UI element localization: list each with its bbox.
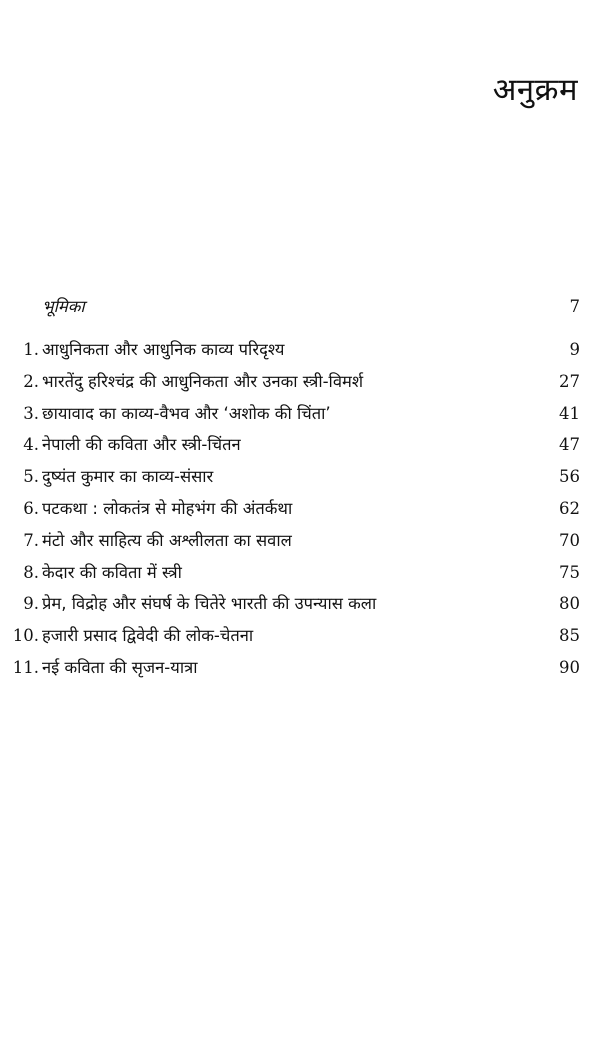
toc-entry xyxy=(0,588,600,620)
toc-entry-label: मंटो और साहित्य की अश्लीलता का सवाल xyxy=(42,530,292,550)
toc-entry xyxy=(0,620,600,652)
toc-entry-page: 85 xyxy=(559,626,580,646)
toc-entry-number: 3. xyxy=(23,403,39,423)
toc-entry-label: हजारी प्रसाद द्विवेदी की लोक-चेतना xyxy=(42,626,254,646)
toc-entry-page: 75 xyxy=(559,562,580,582)
toc-entry xyxy=(0,461,600,493)
toc-entry-label: केदार की कविता में स्त्री xyxy=(42,562,182,582)
toc-entry-label: प्रेम, विद्रोह और संघर्ष के चितेरे भारती की उपन्यास कला xyxy=(42,594,377,614)
toc-entry-number: 10. xyxy=(12,626,39,646)
toc-entry xyxy=(0,334,600,366)
toc-entry xyxy=(0,398,600,430)
table-of-contents xyxy=(0,287,600,684)
toc-entry-number: 2. xyxy=(23,371,39,391)
toc-entry-number: 4. xyxy=(23,435,39,455)
toc-entry-page: 47 xyxy=(559,435,580,455)
toc-entry-label: भूमिका xyxy=(42,297,85,316)
toc-entry-number: 6. xyxy=(23,498,39,518)
toc-entry xyxy=(0,493,600,525)
toc-entry-label: पटकथा : लोकतंत्र से मोहभंग की अंतर्कथा xyxy=(42,498,293,518)
toc-entry xyxy=(0,525,600,557)
toc-entry-page: 90 xyxy=(559,657,580,677)
toc-entry-number: 1. xyxy=(23,340,39,359)
toc-entry xyxy=(0,557,600,589)
toc-entry-page: 80 xyxy=(559,594,580,614)
toc-entry-page: 7 xyxy=(569,297,580,316)
toc-entry-label: छायावाद का काव्य-वैभव और ‘अशोक की चिंता’ xyxy=(42,403,331,423)
toc-entry-number: 9. xyxy=(23,594,39,614)
toc-entry-intro xyxy=(0,287,600,334)
toc-entry-number: 7. xyxy=(23,530,39,550)
page-title: अनुक्रम xyxy=(492,72,578,108)
toc-entry-page: 27 xyxy=(559,371,580,391)
toc-entry-page: 70 xyxy=(559,530,580,550)
toc-entry-page: 41 xyxy=(559,403,580,423)
toc-entry-label: आधुनिकता और आधुनिक काव्य परिदृश्य xyxy=(42,340,285,359)
toc-entry xyxy=(0,366,600,398)
toc-entry-number: 11. xyxy=(12,657,39,677)
toc-entry xyxy=(0,429,600,461)
toc-entry-page: 62 xyxy=(559,498,580,518)
toc-entry-page: 56 xyxy=(559,467,580,487)
toc-entry-label: नेपाली की कविता और स्त्री-चिंतन xyxy=(42,435,241,455)
toc-entry xyxy=(0,652,600,684)
toc-entry-number: 5. xyxy=(23,467,39,487)
toc-entry-page: 9 xyxy=(569,340,580,359)
toc-entry-label: भारतेंदु हरिश्चंद्र की आधुनिकता और उनका स्त्री-विमर्श xyxy=(42,371,364,391)
toc-entry-label: नई कविता की सृजन-यात्रा xyxy=(42,657,198,677)
toc-entry-number: 8. xyxy=(23,562,39,582)
toc-entry-label: दुष्यंत कुमार का काव्य-संसार xyxy=(42,467,214,487)
